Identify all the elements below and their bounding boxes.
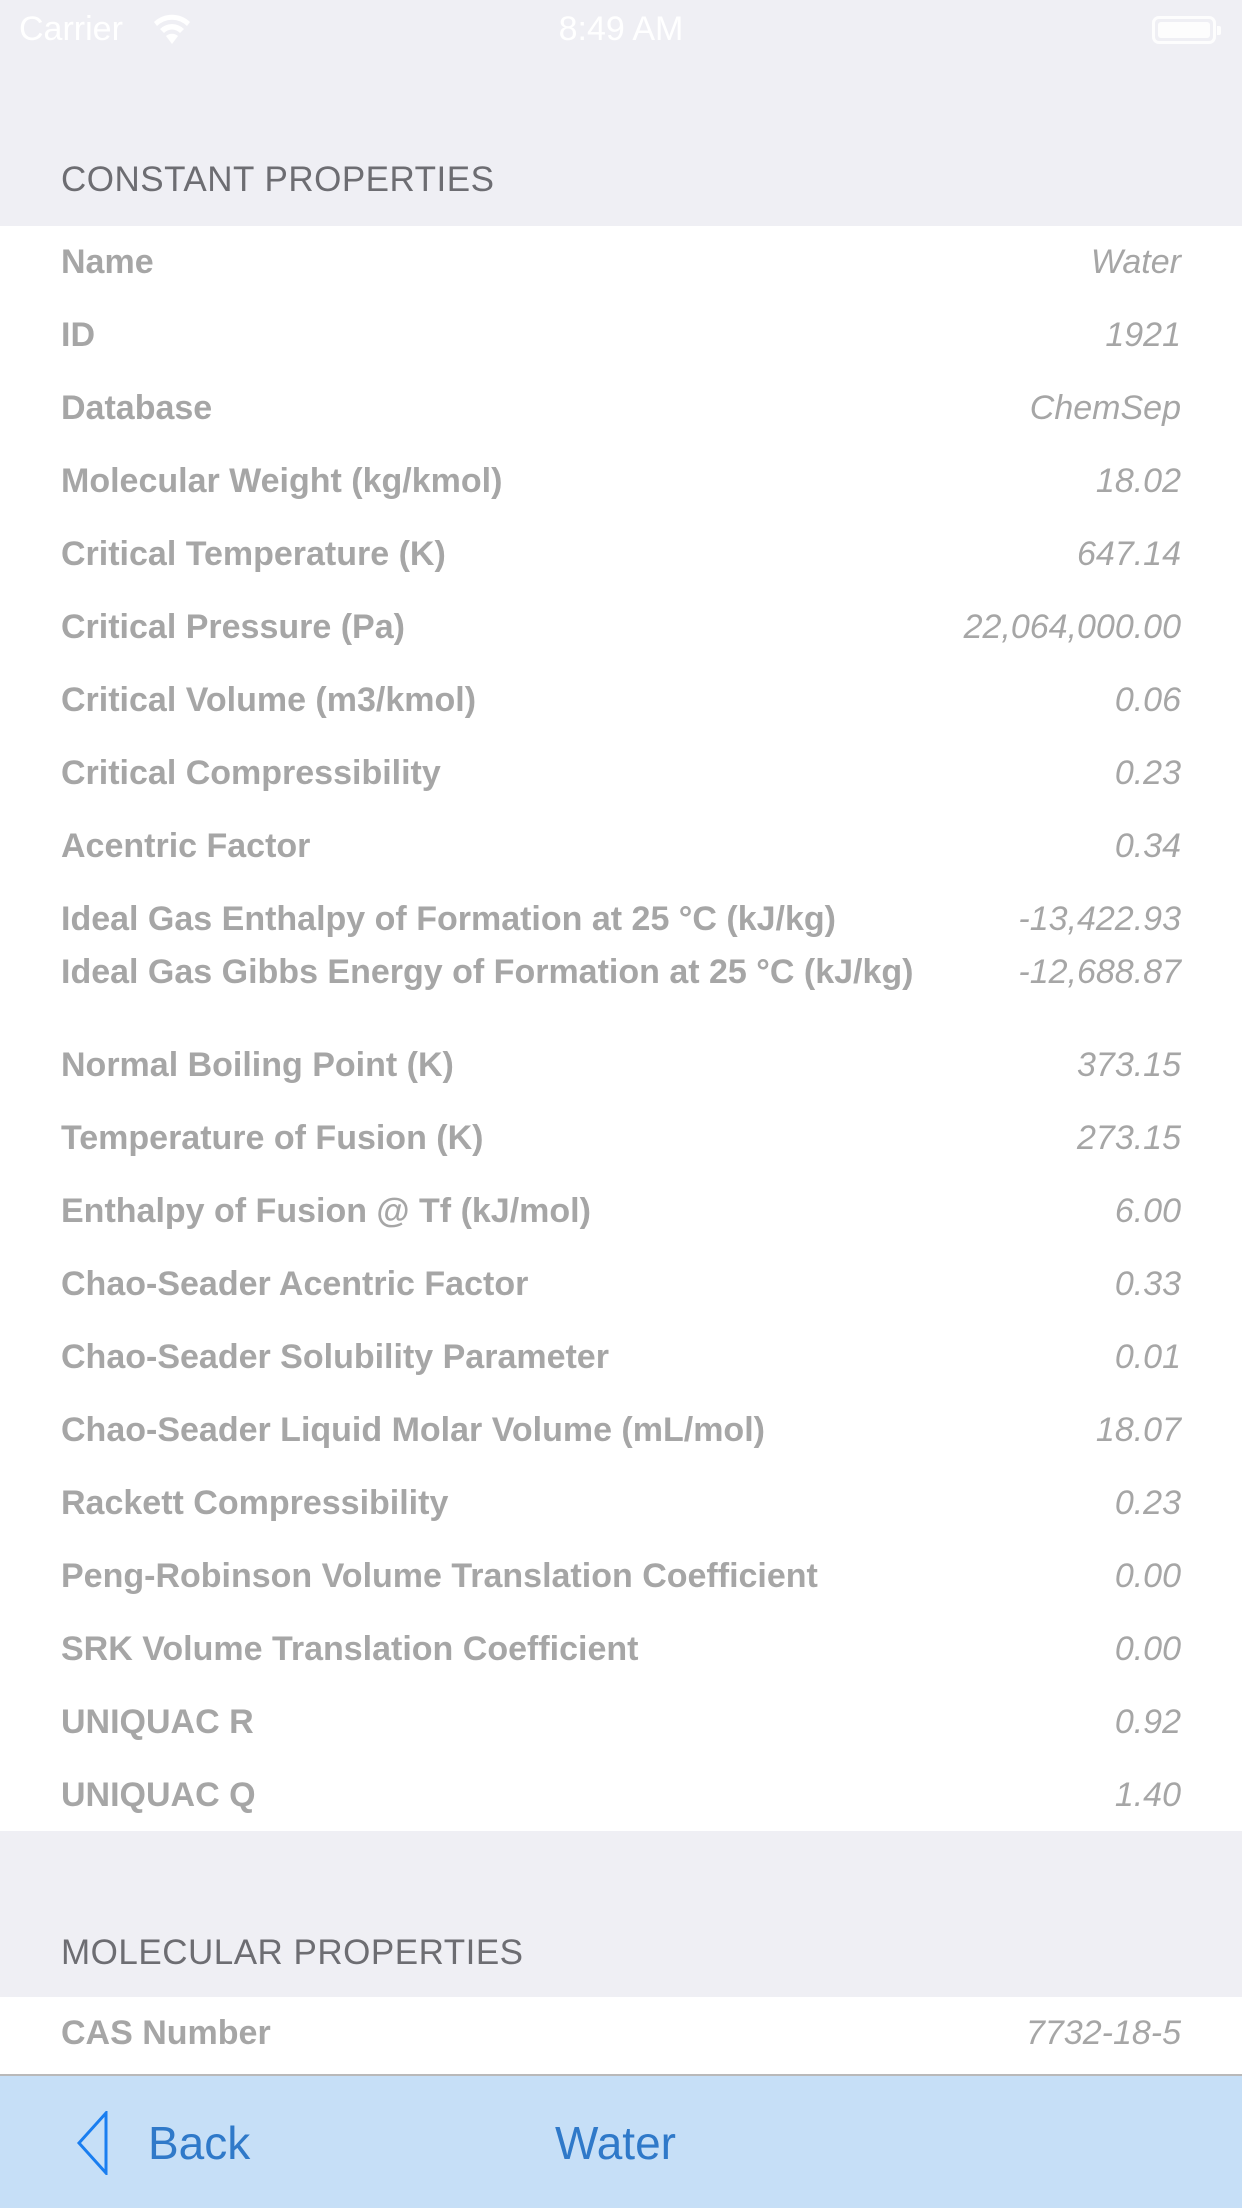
page-title: Water — [555, 2117, 676, 2169]
property-label: UNIQUAC Q — [61, 1776, 256, 1814]
property-row-enthalpy-of-fusion[interactable] — [0, 1175, 1242, 1248]
property-label: Molecular Weight (kg/kmol) — [61, 462, 503, 500]
property-value: ChemSep — [1029, 389, 1181, 427]
property-label: Ideal Gas Gibbs Energy of Formation at 25 °C (kJ/kg) — [61, 953, 914, 991]
property-value: 0.23 — [1114, 1484, 1181, 1522]
property-row-rackett-compressibility[interactable] — [0, 1467, 1242, 1540]
property-row-molecular-weight[interactable] — [0, 445, 1242, 518]
property-value: 0.33 — [1114, 1265, 1181, 1303]
battery-icon — [1152, 16, 1216, 44]
property-value: 0.00 — [1114, 1557, 1181, 1595]
property-row-acentric-factor[interactable] — [0, 810, 1242, 883]
back-button[interactable] — [76, 2112, 250, 2174]
property-label: Normal Boiling Point (K) — [61, 1046, 454, 1084]
property-label: Name — [61, 243, 154, 281]
property-label: Acentric Factor — [61, 827, 311, 865]
property-value: 18.07 — [1095, 1411, 1181, 1449]
property-value: 273.15 — [1077, 1119, 1181, 1157]
property-row-cas-number[interactable] — [0, 1997, 1242, 2070]
property-row-temperature-of-fusion[interactable] — [0, 1102, 1242, 1175]
property-label: Enthalpy of Fusion @ Tf (kJ/mol) — [61, 1192, 591, 1230]
property-label: SRK Volume Translation Coefficient — [61, 1630, 639, 1668]
property-row-chao-seader-solubility[interactable] — [0, 1321, 1242, 1394]
property-row-id[interactable] — [0, 299, 1242, 372]
property-label: Peng-Robinson Volume Translation Coefficient — [61, 1557, 818, 1595]
property-label: Critical Volume (m3/kmol) — [61, 681, 477, 719]
property-row-normal-boiling-point[interactable] — [0, 1029, 1242, 1102]
property-value: Water — [1090, 243, 1181, 281]
property-row-chao-seader-acentric-factor[interactable] — [0, 1248, 1242, 1321]
property-label: Critical Compressibility — [61, 754, 441, 792]
property-label: Ideal Gas Enthalpy of Formation at 25 °C (kJ/kg) — [61, 900, 836, 938]
bottom-navigation-bar — [0, 2074, 1242, 2208]
property-label: Chao-Seader Liquid Molar Volume (mL/mol) — [61, 1411, 765, 1449]
property-row-critical-volume[interactable] — [0, 664, 1242, 737]
property-label: Database — [61, 389, 213, 427]
property-label: Critical Temperature (K) — [61, 535, 446, 573]
carrier-label: Carrier — [19, 10, 123, 48]
property-value: 0.92 — [1114, 1703, 1181, 1741]
property-label: CAS Number — [61, 2014, 271, 2052]
property-row-uniquac-r[interactable] — [0, 1686, 1242, 1759]
property-value: 0.00 — [1114, 1630, 1181, 1668]
property-value: 22,064,000.00 — [963, 608, 1181, 646]
property-value: 0.34 — [1114, 827, 1181, 865]
property-value: 18.02 — [1095, 462, 1181, 500]
property-value: 0.06 — [1114, 681, 1181, 719]
property-row-enthalpy-of-formation[interactable] — [0, 883, 1242, 956]
property-label: UNIQUAC R — [61, 1703, 254, 1741]
property-label: Chao-Seader Solubility Parameter — [61, 1338, 609, 1376]
property-value: 0.23 — [1114, 754, 1181, 792]
property-label: Critical Pressure (Pa) — [61, 608, 405, 646]
property-row-critical-temperature[interactable] — [0, 518, 1242, 591]
property-row-critical-pressure[interactable] — [0, 591, 1242, 664]
chevron-left-icon — [76, 2111, 110, 2175]
property-row-critical-compressibility[interactable] — [0, 737, 1242, 810]
property-row-name[interactable] — [0, 226, 1242, 299]
property-value: 373.15 — [1077, 1046, 1181, 1084]
section-header-molecular-properties: MOLECULAR PROPERTIES — [61, 1933, 524, 1972]
property-row-uniquac-q[interactable] — [0, 1759, 1242, 1832]
property-label: Chao-Seader Acentric Factor — [61, 1265, 529, 1303]
back-label: Back — [148, 2117, 251, 2169]
property-row-peng-robinson-volume-translation[interactable] — [0, 1540, 1242, 1613]
property-value: 1921 — [1105, 316, 1181, 354]
property-row-chao-seader-liquid-molar-volume[interactable] — [0, 1394, 1242, 1467]
section-header-constant-properties: CONSTANT PROPERTIES — [61, 160, 495, 199]
property-value: 647.14 — [1077, 535, 1181, 573]
property-label: Temperature of Fusion (K) — [61, 1119, 484, 1157]
property-value: -13,422.93 — [1018, 900, 1181, 938]
property-value: -12,688.87 — [1018, 953, 1181, 991]
property-row-database[interactable] — [0, 372, 1242, 445]
property-row-srk-volume-translation[interactable] — [0, 1613, 1242, 1686]
property-label: Rackett Compressibility — [61, 1484, 449, 1522]
property-value: 7732-18-5 — [1025, 2014, 1181, 2052]
molecular-properties-list — [0, 1997, 1242, 2074]
property-label: ID — [61, 316, 95, 354]
clock: 8:49 AM — [558, 10, 684, 48]
constant-properties-list — [0, 226, 1242, 1831]
property-value: 1.40 — [1114, 1776, 1181, 1814]
status-bar — [0, 0, 1242, 60]
property-value: 0.01 — [1114, 1338, 1181, 1376]
property-value: 6.00 — [1114, 1192, 1181, 1230]
